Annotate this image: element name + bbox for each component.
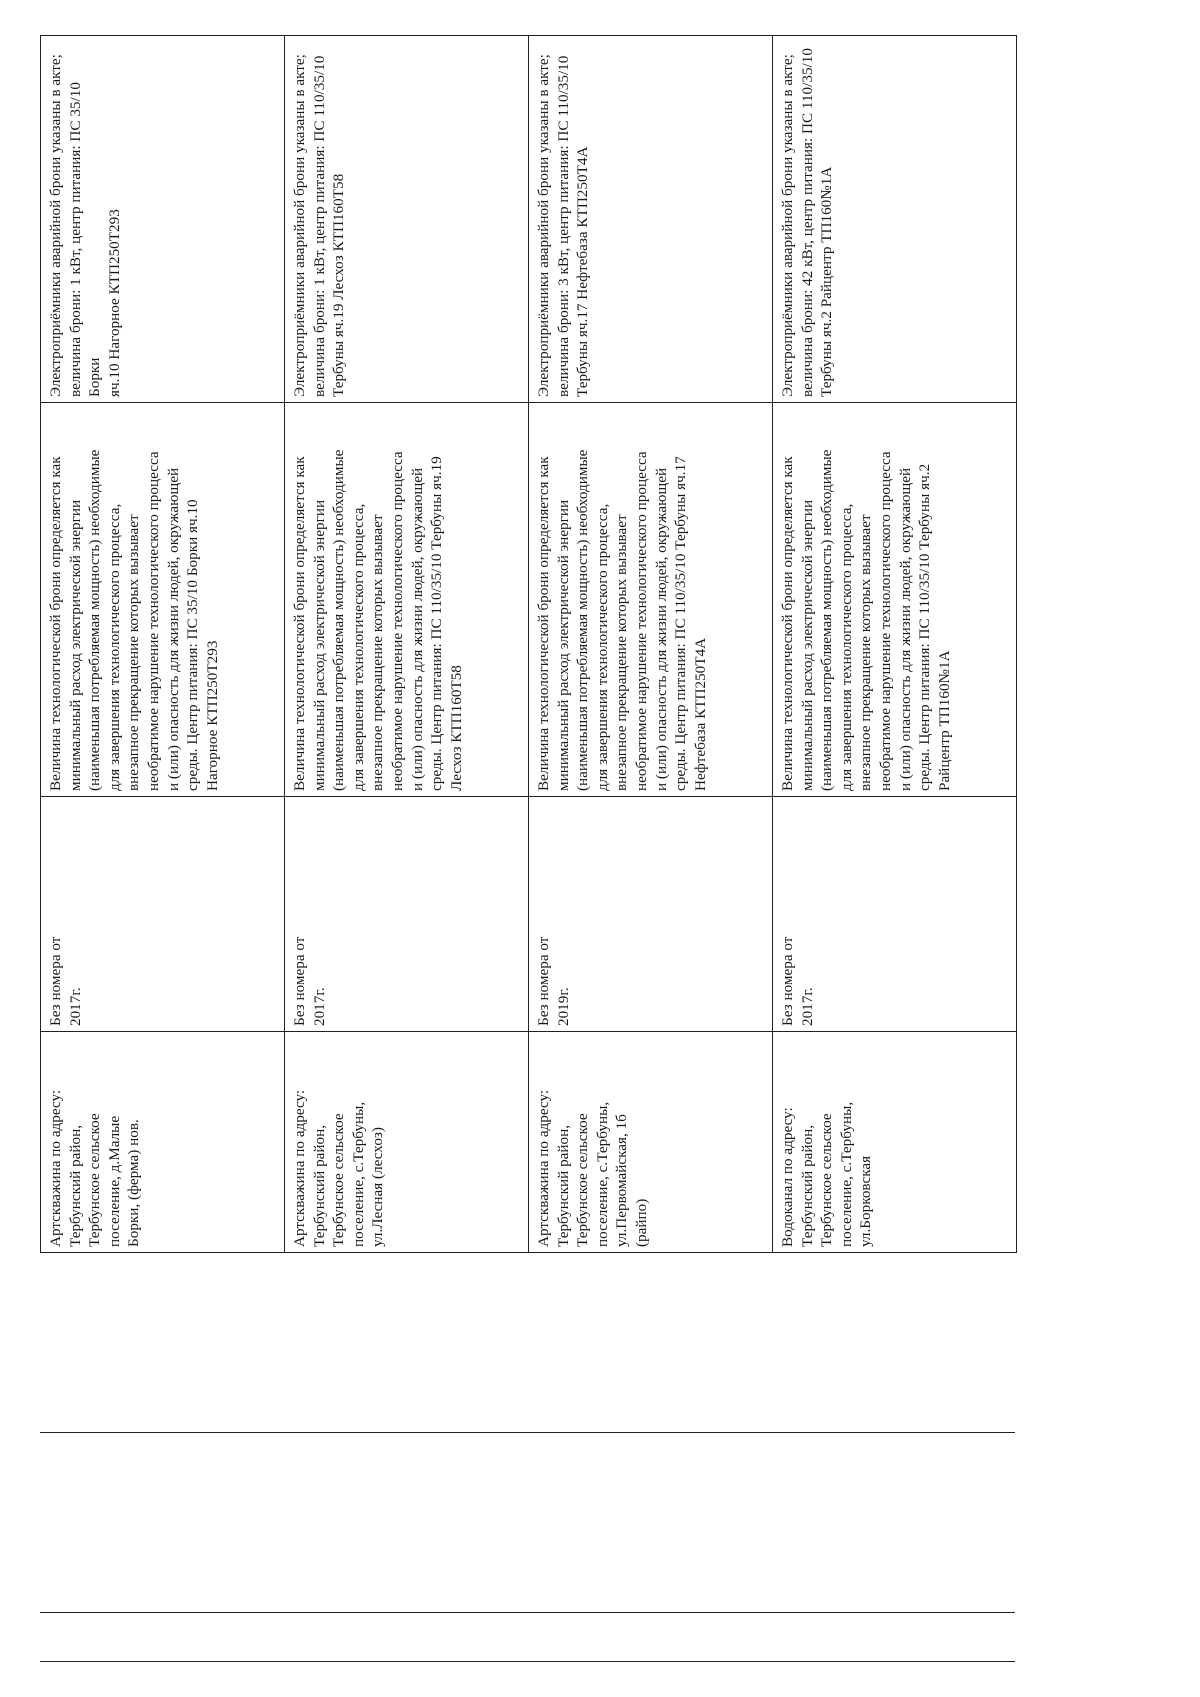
act-date-cell: Без номера от 2017г. xyxy=(41,797,285,1032)
technological-reserve-cell: Величина технологической брони определяется как минимальный расход электрической энергии (наименьшая потребляемая мощность) необходимые для завершения технологического процесса, внезапное прекращение которых вызывает необратимое нарушение технологического процесса и (или) опасность для жизни людей, окружающей среды. Центр питания: ПС 110/35/10 Тербуны яч.19 Лесхоз КТП160Т58 xyxy=(285,403,529,797)
backup-power-table xyxy=(40,35,1017,1253)
act-date-cell: Без номера от 2019г. xyxy=(529,797,773,1032)
object-address-cell: Артскважина по адресу: Тербунский район, Тербунское сельское поселение, д.Малые Борки, (ферма) нов. xyxy=(41,1032,285,1253)
technological-reserve-cell: Величина технологической брони определяется как минимальный расход электрической энергии (наименьшая потребляемая мощность) необходимые для завершения технологического процесса, внезапное прекращение которых вызывает необратимое нарушение технологического процесса и (или) опасность для жизни людей, окружающей среды. Центр питания: ПС 110/35/10 Тербуны яч.17 Нефтебаза КТП250Т4А xyxy=(529,403,773,797)
table-row xyxy=(773,36,1017,1253)
object-address-cell: Артскважина по адресу: Тербунский район, Тербунское сельское поселение, с.Тербуны, ул.Первомайская, 1б (райпо) xyxy=(529,1032,773,1253)
emergency-reserve-cell: Электроприёмники аварийной брони указаны в акте; величина брони: 3 кВт, центр питания: ПС 110/35/10 Тербуны яч.17 Нефтебаза КТП250Т4А xyxy=(529,36,773,403)
act-date-cell: Без номера от 2017г. xyxy=(285,797,529,1032)
emergency-reserve-cell: Электроприёмники аварийной брони указаны в акте; величина брони: 42 кВт, центр питания: ПС 110/35/10 Тербуны яч.2 Райцентр ТП160№1А xyxy=(773,36,1017,403)
table-row xyxy=(41,36,285,1253)
object-address-cell: Водоканал по адресу: Тербунский район, Тербунское сельское поселение, с.Тербуны, ул.Борковская xyxy=(773,1032,1017,1253)
object-address-cell: Артскважина по адресу: Тербунский район, Тербунское сельское поселение, с.Тербуны, ул.Лесная (лесхоз) xyxy=(285,1032,529,1253)
table-row xyxy=(285,36,529,1253)
rotated-table-wrapper xyxy=(40,36,1017,1253)
act-date-cell: Без номера от 2017г. xyxy=(773,797,1017,1032)
table-row xyxy=(529,36,773,1253)
technological-reserve-cell: Величина технологической брони определяется как минимальный расход электрической энергии (наименьшая потребляемая мощность) необходимые для завершения технологического процесса, внезапное прекращение которых вызывает необратимое нарушение технологического процесса и (или) опасность для жизни людей, окружающей среды. Центр питания: ПС 35/10 Борки яч.10 Нагорное КТП250Т293 xyxy=(41,403,285,797)
ruled-line-2 xyxy=(40,1612,1015,1613)
emergency-reserve-cell: Электроприёмники аварийной брони указаны в акте; величина брони: 1 кВт, центр питания: ПС 35/10 Борки яч.10 Нагорное КТП250Т293 xyxy=(41,36,285,403)
ruled-line-1 xyxy=(40,1432,1015,1433)
ruled-line-3 xyxy=(40,1661,1015,1662)
technological-reserve-cell: Величина технологической брони определяется как минимальный расход электрической энергии (наименьшая потребляемая мощность) необходимые для завершения технологического процесса, внезапное прекращение которых вызывает необратимое нарушение технологического процесса и (или) опасность для жизни людей, окружающей среды. Центр питания: ПС 110/35/10 Тербуны яч.2 Райцентр ТП160№1А xyxy=(773,403,1017,797)
emergency-reserve-cell: Электроприёмники аварийной брони указаны в акте; величина брони: 1 кВт, центр питания: ПС 110/35/10 Тербуны яч.19 Лесхоз КТП160Т58 xyxy=(285,36,529,403)
